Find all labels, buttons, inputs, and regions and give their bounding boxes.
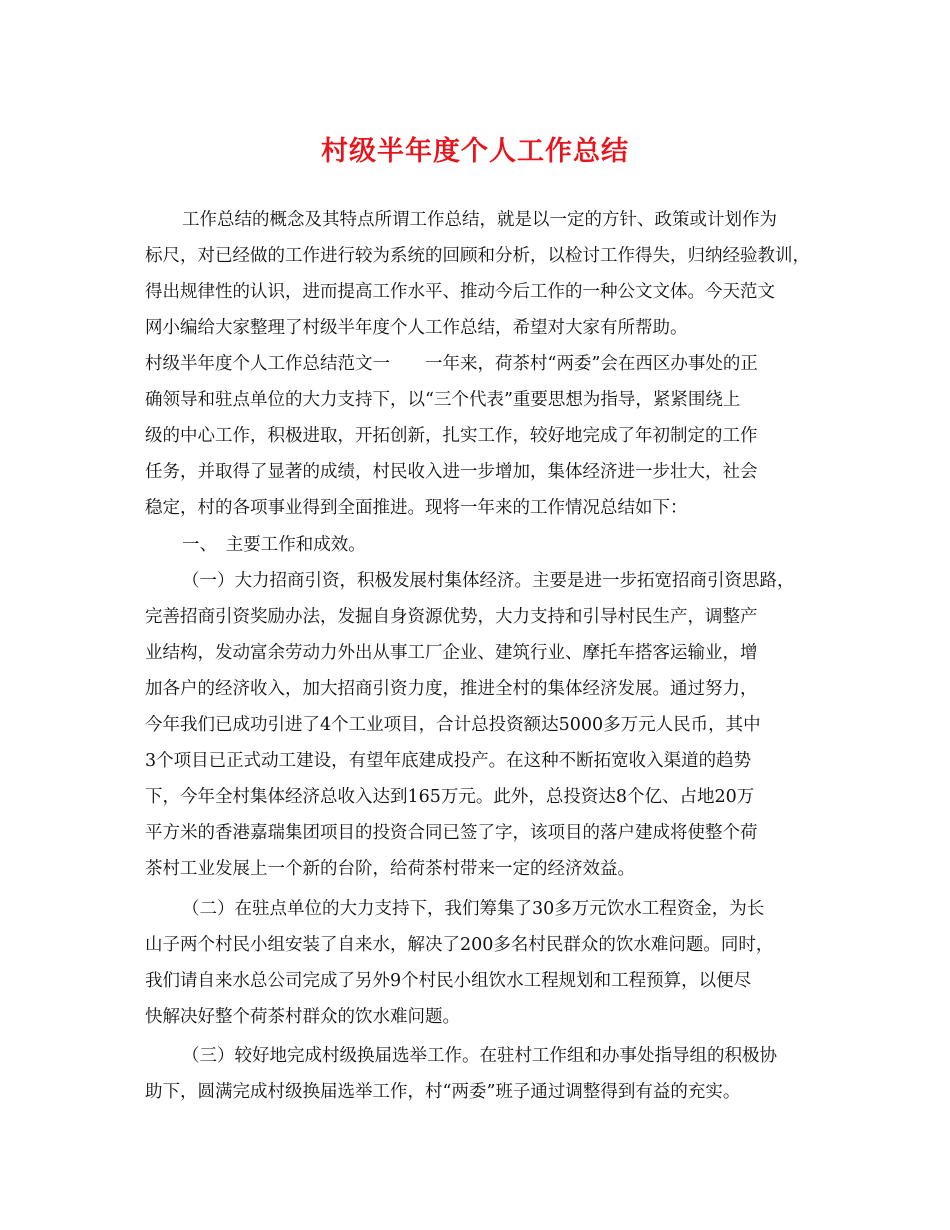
body-line: （三）较好地完成村级换届选举工作。在驻村工作组和办事处指导组的积极协 [182, 1046, 777, 1066]
body-line: 下，今年全村集体经济总收入达到165万元。此外，总投资达8个亿、占地20万 [145, 787, 755, 807]
body-line: 标尺，对已经做的工作进行较为系统的回顾和分析，以检讨工作得失，归纳经验教训， [145, 246, 810, 266]
document-title: 村级半年度个人工作总结 [321, 136, 629, 167]
body-line: 网小编给大家整理了村级半年度个人工作总结，希望对大家有所帮助。 [145, 318, 688, 338]
body-line: 村级半年度个人工作总结范文一 一年来，荷茶村“两委”会在西区办事处的正 [145, 354, 758, 374]
body-line: 今年我们已成功引进了4个工业项目，合计总投资额达5000多万元人民币，其中 [145, 715, 761, 735]
body-line: （一）大力招商引资，积极发展村集体经济。主要是进一步拓宽招商引资思路， [182, 571, 795, 591]
body-line: 加各户的经济收入，加大招商引资力度，推进全村的集体经济发展。通过努力， [145, 679, 758, 699]
body-line: 得出规律性的认识，进而提高工作水平、推动今后工作的一种公文文体。今天范文 [145, 282, 775, 302]
body-line: 茶村工业发展上一个新的台阶，给荷茶村带来一定的经济效益。 [145, 859, 635, 879]
body-line: 任务，并取得了显著的成绩，村民收入进一步增加，集体经济进一步壮大，社会 [145, 462, 758, 482]
body-line: 快解决好整个荷茶村群众的饮水难问题。 [145, 1007, 460, 1027]
body-line: 完善招商引资奖励办法，发掘自身资源优势，大力支持和引导村民生产，调整产 [145, 607, 758, 627]
body-line: 确领导和驻点单位的大力支持下，以“三个代表”重要思想为指导，紧紧围绕上 [145, 390, 741, 410]
body-line: 级的中心工作，积极进取，开拓创新，扎实工作，较好地完成了年初制定的工作 [145, 426, 758, 446]
body-line: 山子两个村民小组安装了自来水，解决了200多名村民群众的饮水难问题。同时， [145, 935, 774, 955]
body-line: 稳定，村的各项事业得到全面推进。现将一年来的工作情况总结如下： [145, 498, 688, 518]
body-line: 工作总结的概念及其特点所谓工作总结，就是以一定的方针、政策或计划作为 [182, 210, 777, 230]
body-line: （二）在驻点单位的大力支持下，我们筹集了30多万元饮水工程资金，为长 [182, 899, 765, 919]
body-line: 我们请自来水总公司完成了另外9个村民小组饮水工程规划和工程预算，以便尽 [145, 971, 752, 991]
body-line: 3个项目已正式动工建设，有望年底建成投产。在这种不断拓宽收入渠道的趋势 [145, 751, 752, 771]
body-line: 助下，圆满完成村级换届选举工作，村“两委”班子通过调整得到有益的充实。 [145, 1082, 741, 1102]
body-line: 平方米的香港嘉瑞集团项目的投资合同已签了字，该项目的落户建成将使整个荷 [145, 823, 758, 843]
body-line: 业结构，发动富余劳动力外出从事工厂企业、建筑行业、摩托车搭客运输业，增 [145, 643, 758, 663]
section-heading: 一、 主要工作和成效。 [182, 535, 366, 555]
